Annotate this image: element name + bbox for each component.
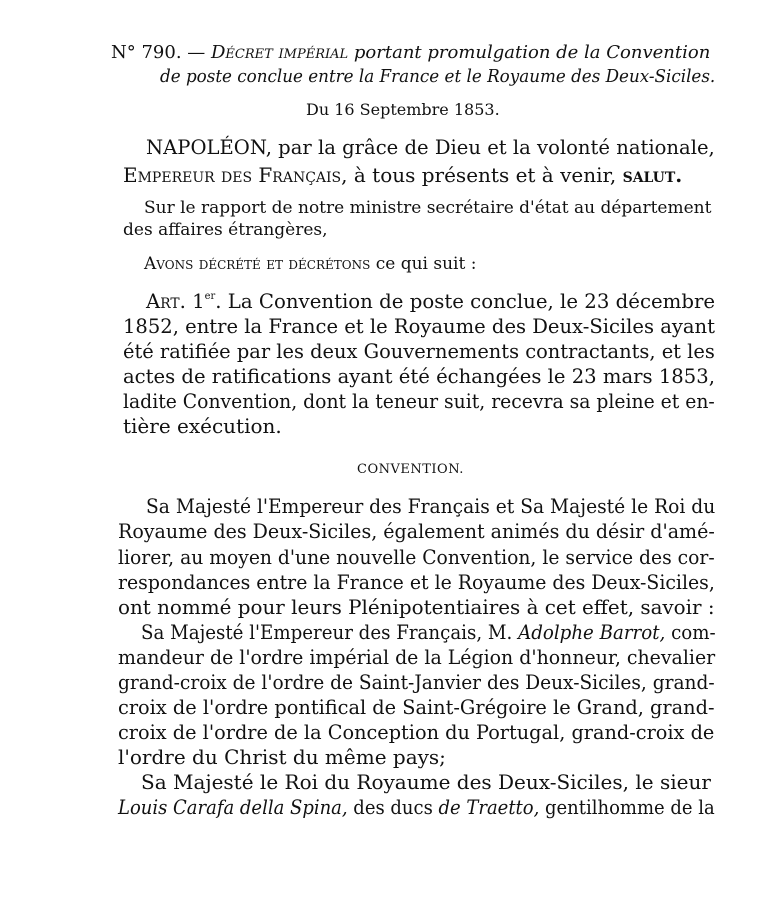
decree-date: Du 16 Septembre 1853. bbox=[306, 100, 500, 119]
convention-p3-line1: Sa Majesté le Roi du Royaume des Deux-Siciles, le sieur bbox=[141, 770, 711, 794]
duchy-name: de Traetto, bbox=[438, 795, 540, 819]
convention-p2-line5: croix de l'ordre de la Conception du Portugal, grand-croix de bbox=[118, 720, 715, 744]
avons-decrete-text: Avons décrété et décrétons bbox=[144, 254, 371, 274]
decree-title-rest: portant promulgation de la Convention bbox=[348, 42, 711, 63]
convention-p1-line5: ont nommé pour leurs Plénipotentiaires à cet effet, savoir : bbox=[118, 595, 715, 619]
convention-p3-line2 bbox=[118, 797, 715, 817]
plenipotentiary-name-1: Adolphe Barrot, bbox=[518, 620, 666, 644]
convention-p1-line1: Sa Majesté l'Empereur des Français et Sa Majesté le Roi du bbox=[146, 494, 716, 518]
article1-line5: ladite Convention, dont la teneur suit, recevra sa pleine et en- bbox=[123, 389, 715, 413]
article1-line1-rest: . La Convention de poste conclue, le 23 décembre bbox=[215, 289, 716, 313]
avons-suit: ce qui suit : bbox=[370, 254, 477, 274]
convention-p3-end: gentilhomme de la bbox=[539, 795, 715, 819]
convention-p2-line1 bbox=[141, 622, 716, 642]
article1-line6: tière exécution. bbox=[123, 414, 282, 438]
article1-label: Art. 1 bbox=[146, 289, 205, 313]
convention-p1-line3: liorer, au moyen d'une nouvelle Convention, le service des cor- bbox=[118, 545, 715, 569]
article1-line2: 1852, entre la France et le Royaume des Deux-Siciles ayant bbox=[123, 314, 716, 338]
preamble-line2 bbox=[123, 165, 682, 185]
preamble-mid: , à tous présents et à venir, bbox=[341, 163, 623, 187]
convention-title: CONVENTION. bbox=[357, 462, 464, 477]
convention-p2-start: Sa Majesté l'Empereur des Français, M. bbox=[141, 620, 519, 644]
convention-p3-mid: des ducs bbox=[347, 795, 439, 819]
decree-title-line2: de poste conclue entre la France et le Royaume des Deux-Siciles. bbox=[160, 66, 716, 87]
avons-decrete bbox=[144, 256, 476, 273]
article1-sup: er bbox=[204, 291, 216, 303]
convention-p1-line2: Royaume des Deux-Siciles, également animés du désir d'amé- bbox=[118, 519, 715, 543]
preamble-emperor: Empereur des Français bbox=[123, 163, 342, 187]
preamble-salut: salut. bbox=[622, 163, 683, 187]
article1-line4: actes de ratifications ayant été échangées le 23 mars 1853, bbox=[123, 364, 715, 388]
article1-line3: été ratifiée par les deux Gouvernements contractants, et les bbox=[123, 339, 715, 363]
article1-line1 bbox=[146, 291, 715, 311]
plenipotentiary-name-2: Louis Carafa della Spina, bbox=[118, 795, 348, 819]
convention-p2-line3: grand-croix de l'ordre de Saint-Janvier des Deux-Siciles, grand- bbox=[118, 670, 715, 694]
rapport-line2: des affaires étrangères, bbox=[123, 220, 328, 240]
preamble-line1: NAPOLÉON, par la grâce de Dieu et la volonté nationale, bbox=[146, 135, 715, 159]
decree-kind: Décret impérial bbox=[211, 42, 349, 63]
convention-p1-line4: respondances entre la France et le Royaume des Deux-Siciles, bbox=[118, 570, 715, 594]
decree-title-line1 bbox=[111, 42, 711, 63]
decree-number: N° 790. — bbox=[111, 42, 211, 63]
rapport-line1: Sur le rapport de notre ministre secrétaire d'état au département bbox=[144, 198, 712, 218]
convention-p2-end: com- bbox=[665, 620, 716, 644]
convention-p2-line2: mandeur de l'ordre impérial de la Légion d'honneur, chevalier bbox=[118, 645, 716, 669]
convention-p2-line6: l'ordre du Christ du même pays; bbox=[118, 745, 446, 769]
convention-p2-line4: croix de l'ordre pontifical de Saint-Grégoire le Grand, grand- bbox=[118, 695, 715, 719]
